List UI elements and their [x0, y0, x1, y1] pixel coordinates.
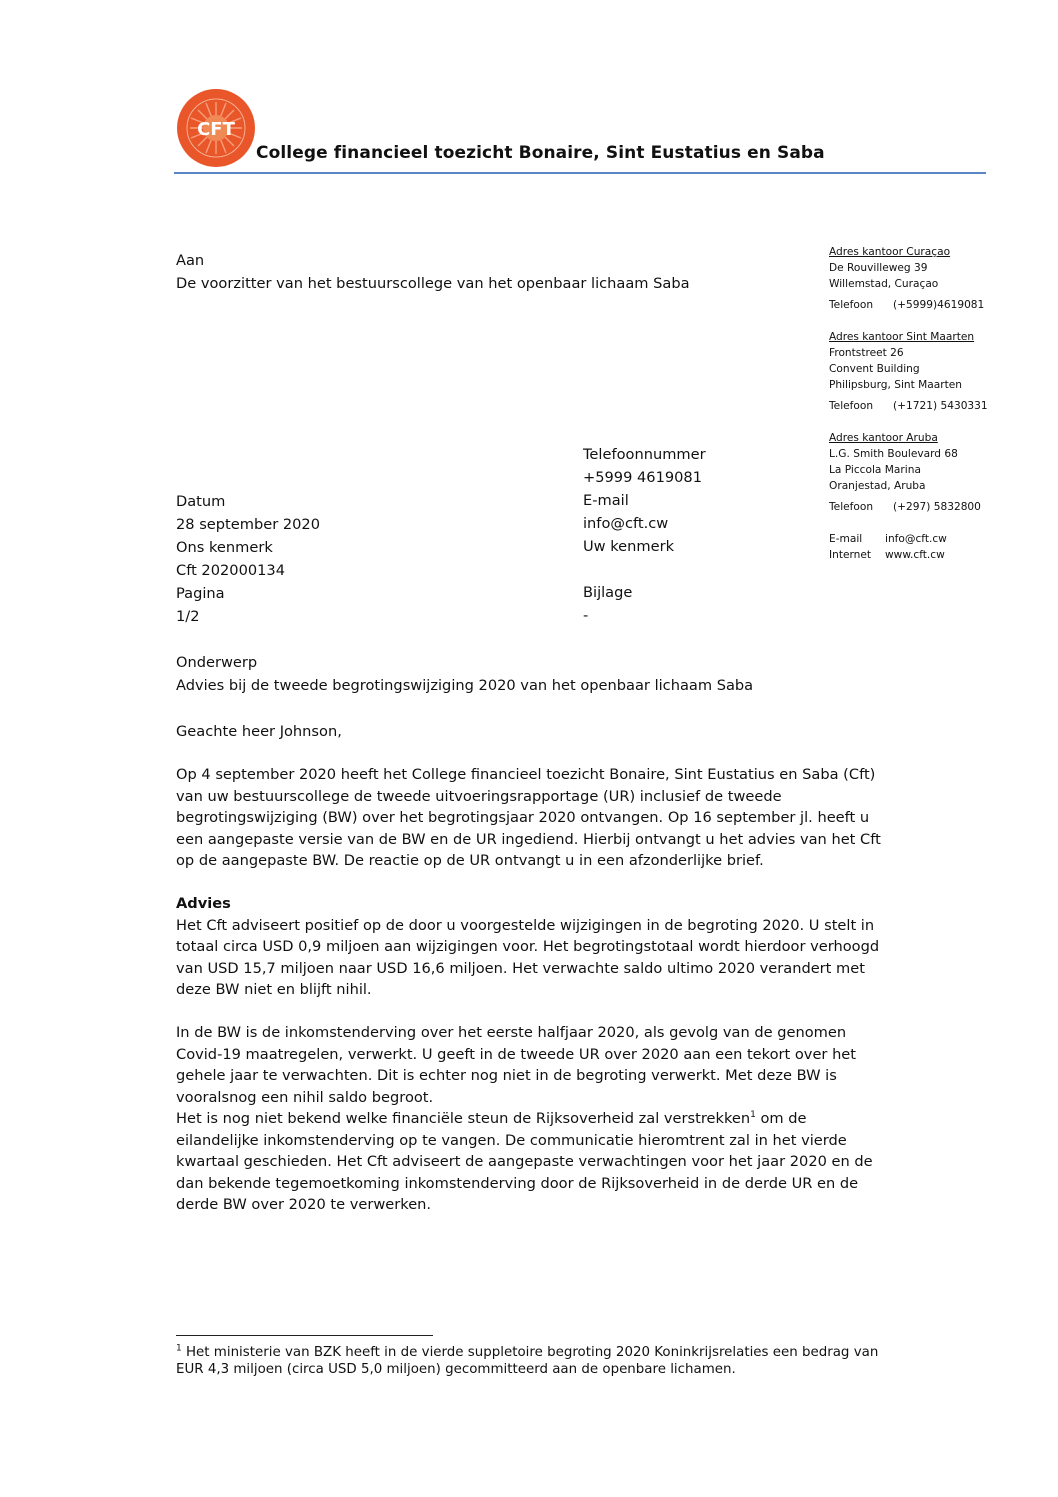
your-reference-label: Uw kenmerk: [583, 538, 675, 555]
office-heading: Adres kantoor Sint Maarten: [829, 331, 975, 343]
recipient-block: [176, 249, 690, 295]
page-value: 1/2: [176, 608, 200, 625]
footnote-divider: [176, 1335, 433, 1336]
subject-value: Advies bij de tweede begrotingswijziging 2020 van het openbaar lichaam Saba: [176, 677, 754, 694]
office-phone: [829, 297, 988, 313]
intro-paragraph: Op 4 september 2020 heeft het College financieel toezicht Bonaire, Sint Eustatius en Saba (Cft) van uw bestuurscollege de tweede uitvoeringsrapportage (UR) inclusief de tweede begrotingswijziging (BW) over het begrotingsjaar 2020 ontvangen. Op 16 september jl. heeft u een aangepaste versie van de BW en de UR ingediend. Hierbij ontvangt u het advies van het Cft op de aangepaste BW. De reactie op de UR ontvangt u in een afzonderlijke brief.: [176, 766, 881, 869]
meta-right: [583, 443, 706, 627]
office-curacao: [829, 244, 988, 313]
our-reference-label: Ons kenmerk: [176, 539, 273, 556]
address-line: La Piccola Marina: [829, 464, 921, 476]
address-line: Oranjestad, Aruba: [829, 480, 926, 492]
office-sidebar: [829, 244, 988, 563]
address-line: Philipsburg, Sint Maarten: [829, 379, 963, 391]
subject-label: Onderwerp: [176, 654, 258, 671]
recipient-name: De voorzitter van het bestuurscollege van het openbaar lichaam Saba: [176, 275, 690, 292]
office-phone: [829, 499, 988, 515]
phone-label: Telefoon: [829, 400, 874, 412]
cft-logo: [176, 88, 256, 168]
office-aruba: [829, 430, 988, 515]
support-text-end: om de eilandelijke inkomstenderving op te vangen. De communicatie hieromtrent zal in het vierde kwartaal geschieden. Het Cft adviseert de aangepaste verwachtingen voor het jaar 2020 en de dan bekende tegemoetkoming inkomstenderving door de Rijksoverheid in de derde UR en de derde BW over 2020 te verwerken.: [176, 1110, 873, 1213]
address-line: Convent Building: [829, 363, 920, 375]
office-sint-maarten: [829, 329, 988, 414]
date-label: Datum: [176, 493, 226, 510]
email-value: info@cft.cw: [583, 515, 669, 532]
contact-email: [829, 531, 988, 547]
address-line: Frontstreet 26: [829, 347, 904, 359]
attachment-label: Bijlage: [583, 584, 633, 601]
svg-text:CFT: CFT: [197, 119, 235, 140]
section-heading-advies: Advies: [176, 895, 231, 912]
support-text-start: Het is nog niet bekend welke financiële steun de Rijksoverheid zal verstrekken: [176, 1110, 751, 1127]
contact-internet: [829, 547, 988, 563]
footnote: [176, 1344, 886, 1378]
phone-number: (+5999)4619081: [893, 299, 985, 311]
internet-label: Internet: [829, 549, 872, 561]
address-line: Willemstad, Curaçao: [829, 278, 939, 290]
support-paragraph: [176, 1108, 886, 1216]
address-line: L.G. Smith Boulevard 68: [829, 448, 958, 460]
advies-paragraph: Het Cft adviseert positief op de door u voorgestelde wijzigingen in de begroting 2020. U stelt in totaal circa USD 0,9 miljoen aan wijzigingen voor. Het begrotingstotaal wordt hierdoor verhoogd van USD 15,7 miljoen naar USD 16,6 miljoen. Het verwachte saldo ultimo 2020 verandert met deze BW niet en blijft nihil.: [176, 916, 880, 998]
page-label: Pagina: [176, 585, 225, 602]
office-heading: Adres kantoor Curaçao: [829, 246, 951, 258]
phone-number: (+1721) 5430331: [893, 400, 988, 412]
footnote-number: 1: [176, 1343, 182, 1354]
office-heading: Adres kantoor Aruba: [829, 432, 938, 444]
header-divider: [174, 172, 986, 174]
letter-body: [176, 721, 886, 1216]
attachment-value: -: [583, 607, 589, 624]
date-value: 28 september 2020: [176, 516, 320, 533]
email-link[interactable]: info@cft.cw: [885, 533, 947, 545]
office-phone: [829, 398, 988, 414]
footnote-text: Het ministerie van BZK heeft in de vierde suppletoire begroting 2020 Koninkrijsrelaties een bedrag van EUR 4,3 miljoen (circa USD 5,0 miljoen) gecommitteerd aan de openbare lichamen.: [176, 1345, 879, 1377]
phone-value: +5999 4619081: [583, 469, 703, 486]
address-line: De Rouvilleweg 39: [829, 262, 928, 274]
meta-left: [176, 490, 320, 628]
recipient-label: Aan: [176, 252, 205, 269]
subject-block: [176, 651, 753, 697]
phone-label: Telefoonnummer: [583, 446, 706, 463]
cft-logo-icon: [176, 88, 256, 168]
phone-number: (+297) 5832800: [893, 501, 981, 513]
our-reference-value: Cft 202000134: [176, 562, 285, 579]
phone-label: Telefoon: [829, 299, 874, 311]
org-title: College financieel toezicht Bonaire, Sint Eustatius en Saba: [256, 143, 825, 163]
covid-paragraph: In de BW is de inkomstenderving over het eerste halfjaar 2020, als gevolg van de genomen Covid-19 maatregelen, verwerkt. U geeft in de tweede UR over 2020 aan een tekort over het gehele jaar te verwachten. Dit is echter nog niet in de begroting verwerkt. Met deze BW is vooralsnog een nihil saldo begroot.: [176, 1024, 857, 1106]
email-label: E-mail: [829, 533, 863, 545]
footnote-reference[interactable]: 1: [750, 1110, 756, 1121]
website-link[interactable]: www.cft.cw: [885, 549, 945, 561]
phone-label: Telefoon: [829, 501, 874, 513]
email-label: E-mail: [583, 492, 629, 509]
salutation: Geachte heer Johnson,: [176, 723, 342, 740]
your-reference-value: [583, 558, 706, 581]
